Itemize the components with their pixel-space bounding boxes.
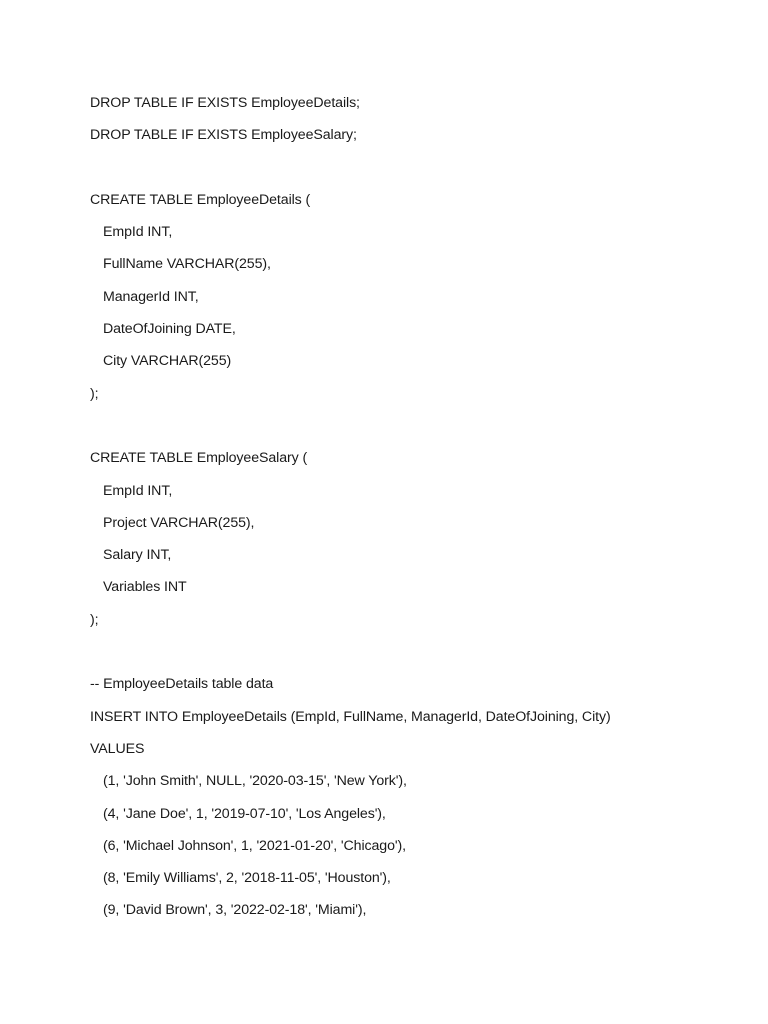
text-line: (6, 'Michael Johnson', 1, '2021-01-20', 'Chicago'), (103, 837, 406, 854)
text-line: Project VARCHAR(255), (103, 514, 255, 531)
blank-line (90, 416, 740, 448)
text-line: (8, 'Emily Williams', 2, '2018-11-05', 'Houston'), (103, 870, 391, 887)
text-line: CREATE TABLE EmployeeDetails ( (90, 191, 311, 208)
comment-line: -- EmployeeDetails table data (90, 676, 274, 693)
text-line: (9, 'David Brown', 3, '2022-02-18', 'Miami'), (103, 902, 367, 919)
text-line: ManagerId INT, (103, 288, 199, 305)
blank-line (90, 158, 740, 190)
text-line: DROP TABLE IF EXISTS EmployeeSalary; (90, 127, 357, 144)
blank-line (90, 642, 740, 674)
text-line: VALUES (90, 740, 145, 757)
text-line: City VARCHAR(255) (103, 353, 232, 370)
text-line: DateOfJoining DATE, (103, 321, 236, 338)
text-line: FullName VARCHAR(255), (103, 256, 271, 273)
text-line: Salary INT, (103, 547, 172, 564)
text-line: INSERT INTO EmployeeDetails (EmpId, FullName, ManagerId, DateOfJoining, City) (90, 708, 611, 725)
text-line: (1, 'John Smith', NULL, '2020-03-15', 'New York'), (103, 773, 407, 790)
text-line: ); (90, 385, 99, 402)
text-line: ); (90, 611, 99, 628)
text-line: Variables INT (103, 579, 187, 596)
text-line: EmpId INT, (103, 224, 173, 241)
text-line: CREATE TABLE EmployeeSalary ( (90, 450, 308, 467)
text-line: DROP TABLE IF EXISTS EmployeeDetails; (90, 95, 360, 111)
text-line: EmpId INT, (103, 482, 173, 499)
document-body (90, 93, 740, 933)
text-line: (4, 'Jane Doe', 1, '2019-07-10', 'Los Angeles'), (103, 805, 386, 822)
